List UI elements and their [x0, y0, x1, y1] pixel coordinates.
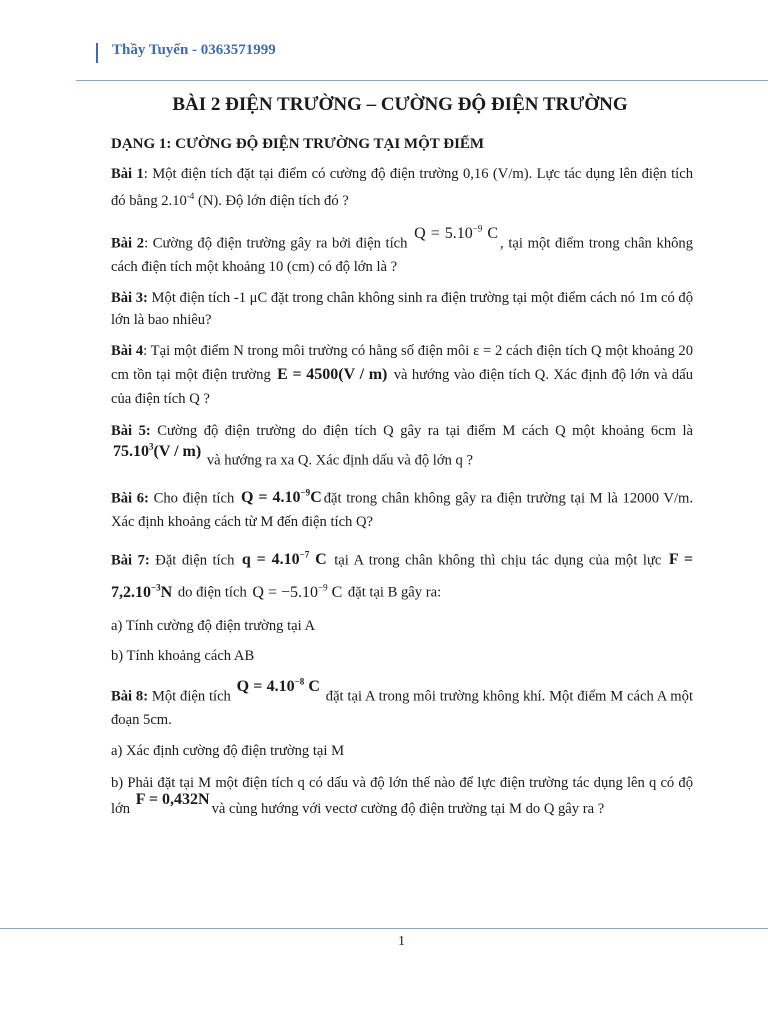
math-expression: $Q = 5.10^{-9}$ C: [414, 223, 499, 243]
exercise-text: : Cường độ điện trường gây ra bởi điện tích: [144, 235, 413, 252]
exercise-8-part-a: a) Xác định cường độ điện trường tại M: [111, 742, 345, 759]
exercise-text: : Một điện tích đặt tại điểm có cường độ điện trường 0,16 (V/m). Lực tác dụng lên điện tích đó bằng 2.10: [111, 166, 694, 209]
exercise-8-part-b: [111, 770, 693, 822]
math-expression: $q = 4.10^{-7}$ C: [241, 549, 327, 569]
math-expression: $Q = -5.10^{-9}$ C: [252, 582, 343, 601]
page-title: BÀI 2 ĐIỆN TRƯỜNG – CƯỜNG ĐỘ ĐIỆN TRƯỜNG: [172, 94, 628, 115]
exercise-label: Bài 4: [111, 343, 144, 360]
exercise-text: và cùng hướng với vectơ cường độ điện trường tại M do Q gây ra ?: [211, 800, 605, 817]
section-heading: DẠNG 1: CƯỜNG ĐỘ ĐIỆN TRƯỜNG TẠI MỘT ĐIỂM: [111, 136, 485, 152]
math-expression: $F = 7,2.10^{-3}N$: [111, 551, 694, 601]
page-number: 1: [398, 934, 405, 949]
exercise-text: đặt tại B gây ra:: [344, 584, 442, 601]
exercise-text: tại A trong chân không thì chịu tác dụng của một lực: [328, 552, 667, 569]
exercise-label: Bài 7:: [111, 552, 150, 569]
exercise-text: (N). Độ lớn điện tích đó ?: [194, 192, 349, 209]
exercise-text: đặt tại A trong môi trường không khí. Một điểm M cách A một đoạn 5cm.: [111, 687, 693, 728]
exercise-7-part-b: b) Tính khoảng cách AB: [111, 647, 255, 664]
exercise-2: [111, 223, 694, 279]
exercise-8: [111, 676, 693, 732]
exercise-text: đặt trong chân không gây ra điện trường tại M là 12000 V/m. Xác định khoảng cách từ M đến điện tích Q?: [111, 489, 694, 530]
superscript: -4: [186, 191, 195, 201]
header-accent-bar: [96, 43, 98, 63]
exercise-6: [111, 481, 693, 534]
exercise-label: Bài 2: [111, 235, 145, 252]
header-author: Thầy Tuyến - 0363571999: [112, 42, 276, 58]
document-body: [111, 133, 693, 830]
exercise-label: Bài 3:: [111, 290, 148, 307]
exercise-text: , tại một điểm trong chân không cách điện tích một khoảng 10 (cm) có độ lớn là ?: [111, 235, 694, 276]
header-divider: [76, 80, 768, 81]
math-expression: $Q = 4.10^{-9}C$: [240, 487, 322, 506]
exercise-text: Một điện tích -1 μC đặt trong chân không sinh ra điện trường tại một điểm cách nó 1m có độ lớn là bao nhiêu?: [111, 290, 694, 329]
exercise-text: Cường độ điện trường do điện tích Q gây ra tại điểm M cách Q một khoảng 6cm là: [150, 423, 694, 440]
exercise-text: Đặt điện tích: [149, 552, 240, 569]
footer-divider: [0, 928, 768, 929]
math-expression: E = 4500(V / m): [277, 366, 388, 384]
exercise-1: [111, 163, 693, 212]
exercise-3: [111, 287, 693, 331]
math-expression: 75.10$^3$(V / m): [113, 441, 202, 460]
exercise-7: [111, 542, 693, 607]
exercise-label: Bài 5:: [111, 423, 151, 440]
exercise-4: [111, 339, 693, 411]
exercise-text: Cho điện tích: [148, 489, 239, 506]
exercise-7-part-a: a) Tính cường độ điện trường tại A: [111, 617, 316, 634]
exercise-text: và hướng vào điện tích Q. Xác định độ lớn và dấu của điện tích Q ?: [111, 367, 693, 408]
exercise-text: : Tại một điểm N trong môi trường có hằng số điện môi ε = 2 cách điện tích Q một khoảng 20 cm tồn tại một điện trường: [111, 343, 694, 384]
math-expression: $Q = 4.10^{-8}$ C: [236, 676, 320, 695]
exercise-label: Bài 1: [111, 166, 144, 182]
exercise-text: do điện tích: [174, 584, 251, 601]
exercise-label: Bài 8:: [111, 687, 149, 704]
exercise-text: b) Phải đặt tại M một điện tích q có dấu và độ lớn thế nào để lực điện trường tác dụng lên q có độ lớn: [111, 774, 693, 817]
exercise-text: và hướng ra xa Q. Xác định dấu và độ lớn q ?: [203, 452, 473, 469]
exercise-text: Một điện tích: [148, 687, 235, 704]
exercise-label: Bài 6:: [111, 489, 149, 506]
math-expression: F = 0,432N: [135, 790, 210, 808]
exercise-5: [111, 419, 693, 472]
